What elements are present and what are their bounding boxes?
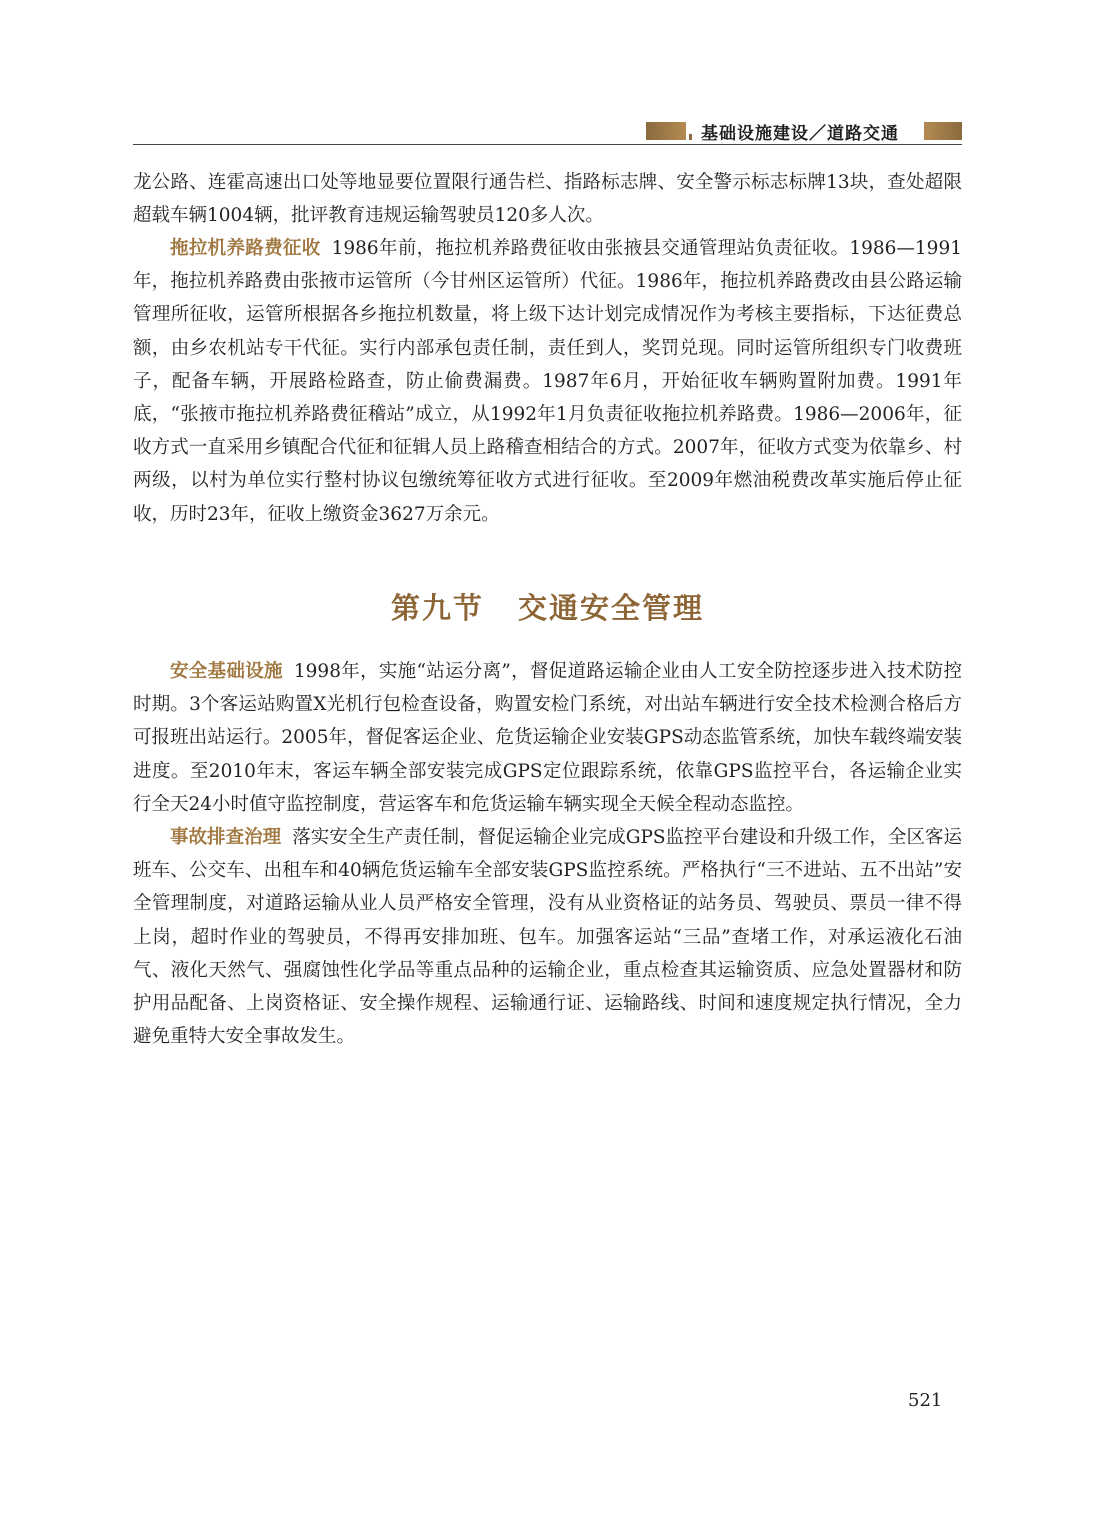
accident-check-text: 落实安全生产责任制，督促运输企业完成GPS监控平台建设和升级工作，全区客运班车、公交车、出租车和40辆危货运输车全部安装GPS监控系统。严格执行“三不进站、五不出站”安全管理制度，对道路运输从业人员严格安全管理，没有从业资格证的站务员、驾驶员、票员一律不得上岗，超时作业的驾驶员，不得再安排加班、包车。加强客运站“三品”查堵工作，对承运液化石油气、液化天然气、强腐蚀性化学品等重点品种的运输企业，重点检查其运输资质、应急处置器材和防护用品配备、上岗资格证、安全操作规程、运输通行证、运输路线、时间和速度规定执行情况，全力避免重特大安全事故发生。	[133, 827, 962, 1048]
accident-check-paragraph	[133, 821, 962, 1053]
header-decoration-left	[646, 122, 686, 140]
tractor-fee-paragraph	[133, 232, 962, 531]
safety-infra-term: 安全基础设施	[170, 661, 283, 682]
tractor-fee-text: 1986年前，拖拉机养路费征收由张掖县交通管理站负责征收。1986—1991年，拖拉机养路费由张掖市运管所（今甘州区运管所）代征。1986年，拖拉机养路费改由县公路运输管理所征收，运管所根据各乡拖拉机数量，将上级下达计划完成情况作为考核主要指标，下达征费总额，由乡农机站专干代征。实行内部承包责任制，责任到人，奖罚兑现。同时运管所组织专门收费班子，配备车辆，开展路检路查，防止偷费漏费。1987年6月，开始征收车辆购置附加费。1991年底，“张掖市拖拉机养路费征稽站”成立，从1992年1月负责征收拖拉机养路费。1986—2006年，征收方式一直采用乡镇配合代征和征辑人员上路稽查相结合的方式。2007年，征收方式变为依靠乡、村两级，以村为单位实行整村协议包缴统筹征收方式进行征收。至2009年燃油税费改革实施后停止征收，历时23年，征收上缴资金3627万余元。	[133, 238, 962, 525]
safety-infra-paragraph	[133, 655, 962, 821]
top-paragraph: 龙公路、连霍高速出口处等地显要位置限行通告栏、指路标志牌、安全警示标志标牌13块，查处超限超载车辆1004辆，批评教育违规运输驾驶员120多人次。	[133, 172, 962, 227]
header-rule	[133, 144, 962, 145]
tractor-fee-term: 拖拉机养路费征收	[170, 238, 321, 259]
safety-infra-text: 1998年，实施“站运分离”，督促道路运输企业由人工安全防控逐步进入技术防控时期。3个客运站购置X光机行包检查设备，购置安检门系统，对出站车辆进行安全技术检测合格后方可报班出站运行。2005年，督促客运企业、危货运输企业安装GPS动态监管系统，加快车载终端安装进度。至2010年末，客运车辆全部安装完成GPS定位跟踪系统，依靠GPS监控平台，各运输企业实行全天24小时值守监控制度，营运客车和危货运输车辆实现全天候全程动态监控。	[133, 661, 962, 815]
header-decoration-right	[924, 122, 962, 140]
tractor-fee-block	[133, 232, 962, 531]
section-title: 交通安全管理	[518, 591, 705, 625]
page-number: 521	[908, 1390, 943, 1411]
safety-infra-block	[133, 655, 962, 1053]
top-paragraph-block	[133, 166, 962, 232]
header-title: 基础设施建设／道路交通	[701, 124, 899, 144]
accident-check-term: 事故排查治理	[170, 827, 282, 849]
section-number: 第九节	[390, 591, 484, 625]
section-heading	[133, 586, 962, 627]
running-header	[133, 117, 962, 151]
